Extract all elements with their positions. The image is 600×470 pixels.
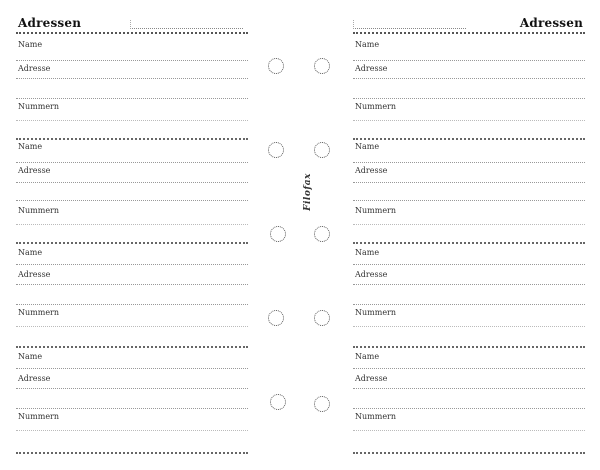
name-line[interactable] — [16, 60, 248, 61]
title-date-box — [130, 20, 243, 29]
address-line[interactable] — [353, 284, 585, 285]
numbers-line[interactable] — [16, 430, 248, 431]
address-line[interactable] — [16, 408, 248, 409]
address-label: Adresse — [18, 64, 51, 73]
address-label: Adresse — [355, 64, 388, 73]
address-label: Adresse — [18, 166, 51, 175]
binder-hole — [314, 226, 330, 242]
name-label: Name — [355, 142, 380, 151]
address-line[interactable] — [353, 182, 585, 183]
binder-hole — [268, 142, 284, 158]
address-line[interactable] — [353, 388, 585, 389]
right-page — [353, 12, 585, 458]
binder-hole — [270, 394, 286, 410]
binder-hole — [270, 226, 286, 242]
address-line[interactable] — [16, 304, 248, 305]
binder-hole — [314, 142, 330, 158]
entry-separator — [16, 242, 248, 244]
address-label: Adresse — [355, 166, 388, 175]
address-line[interactable] — [16, 284, 248, 285]
numbers-label: Nummern — [355, 206, 397, 215]
name-label: Name — [18, 142, 43, 151]
address-line[interactable] — [353, 78, 585, 79]
name-line[interactable] — [353, 60, 585, 61]
name-label: Name — [355, 248, 380, 257]
entry-separator — [353, 242, 585, 244]
address-entry — [16, 242, 248, 336]
address-line[interactable] — [353, 408, 585, 409]
title-separator — [16, 32, 248, 34]
address-line[interactable] — [353, 98, 585, 99]
address-label: Adresse — [355, 374, 388, 383]
numbers-line[interactable] — [353, 326, 585, 327]
name-line[interactable] — [16, 264, 248, 265]
address-line[interactable] — [16, 200, 248, 201]
binder-hole — [268, 310, 284, 326]
name-line[interactable] — [16, 368, 248, 369]
address-line[interactable] — [16, 182, 248, 183]
name-line[interactable] — [353, 264, 585, 265]
name-label: Name — [355, 40, 380, 49]
address-entry — [353, 36, 585, 130]
address-entry — [16, 346, 248, 440]
numbers-line[interactable] — [353, 120, 585, 121]
address-entry — [353, 138, 585, 232]
left-page — [16, 12, 248, 458]
binder-hole — [314, 396, 330, 412]
address-line[interactable] — [353, 200, 585, 201]
numbers-line[interactable] — [16, 224, 248, 225]
address-entry — [353, 242, 585, 336]
numbers-line[interactable] — [353, 224, 585, 225]
bottom-separator — [16, 452, 248, 454]
name-label: Name — [355, 352, 380, 361]
binder-hole — [268, 58, 284, 74]
numbers-label: Nummern — [355, 102, 397, 111]
name-line[interactable] — [353, 162, 585, 163]
address-entry — [16, 138, 248, 232]
name-line[interactable] — [16, 162, 248, 163]
numbers-line[interactable] — [16, 326, 248, 327]
numbers-label: Nummern — [18, 102, 60, 111]
numbers-line[interactable] — [353, 430, 585, 431]
name-line[interactable] — [353, 368, 585, 369]
title-separator — [353, 32, 585, 34]
page-title: Adressen — [519, 16, 583, 30]
binder-hole — [314, 58, 330, 74]
page-title: Adressen — [18, 16, 82, 30]
entry-separator — [16, 138, 248, 140]
binder-hole — [314, 310, 330, 326]
entry-separator — [16, 346, 248, 348]
address-label: Adresse — [18, 374, 51, 383]
numbers-label: Nummern — [355, 412, 397, 421]
name-label: Name — [18, 40, 43, 49]
address-line[interactable] — [353, 304, 585, 305]
address-entry — [16, 36, 248, 130]
numbers-label: Nummern — [18, 412, 60, 421]
entry-separator — [353, 346, 585, 348]
title-date-box — [353, 20, 466, 29]
entry-separator — [353, 138, 585, 140]
numbers-label: Nummern — [18, 308, 60, 317]
address-line[interactable] — [16, 388, 248, 389]
numbers-label: Nummern — [355, 308, 397, 317]
address-line[interactable] — [16, 78, 248, 79]
address-entry — [353, 346, 585, 440]
address-label: Adresse — [355, 270, 388, 279]
bottom-separator — [353, 452, 585, 454]
name-label: Name — [18, 352, 43, 361]
address-line[interactable] — [16, 98, 248, 99]
numbers-label: Nummern — [18, 206, 60, 215]
numbers-line[interactable] — [16, 120, 248, 121]
brand-logo: Filofax — [303, 173, 313, 211]
address-label: Adresse — [18, 270, 51, 279]
name-label: Name — [18, 248, 43, 257]
